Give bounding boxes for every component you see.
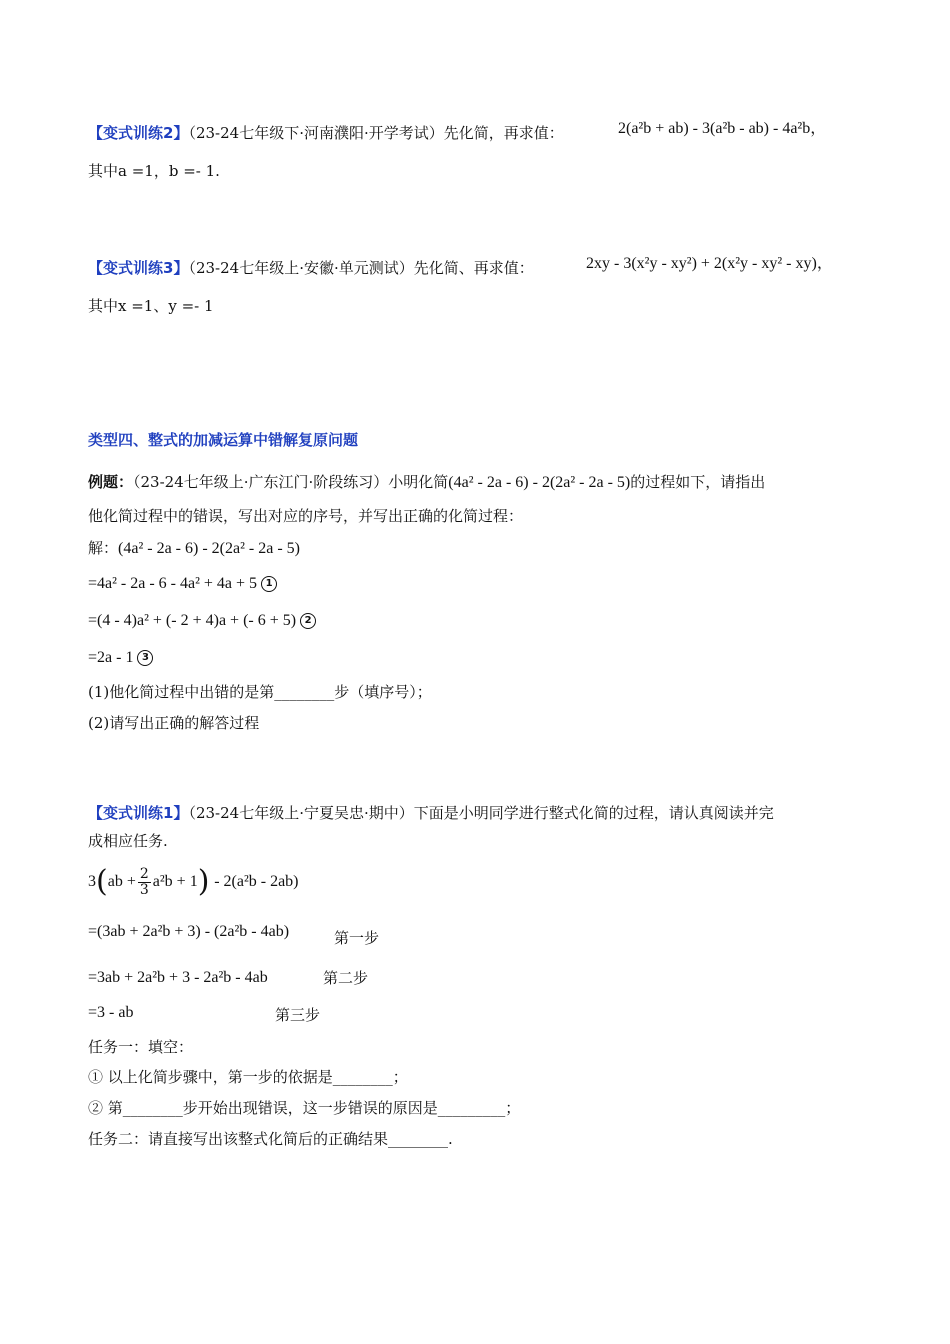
task-2: 任务二：请直接写出该整式化简后的正确结果________. (88, 1130, 453, 1148)
solution-line3: =2a - 1 3 (88, 647, 153, 668)
exercise-1-line1 (88, 803, 774, 823)
expression-step3: =3 - ab (88, 1004, 134, 1021)
question-2: (2)请写出正确的解答过程 (88, 714, 260, 732)
exercise-2-source: （23-24七年级下·河南濮阳·开学考试）先化简，再求值： (188, 124, 564, 142)
solution-line2: =(4 - 4)a² + (- 2 + 4)a + (- 6 + 5) 2 (88, 610, 316, 631)
solution-line0: 解：(4a² - 2a - 6) - 2(2a² - 2a - 5) (88, 539, 300, 557)
step-marker-1: 1 (261, 576, 277, 592)
fraction-two-thirds: $\frac{2}{3}$ (139, 865, 149, 898)
question-1: (1)他化简过程中出错的是第________步（填序号）； (88, 683, 432, 701)
task-1-item-b: ② 第________步开始出现错误，这一步错误的原因是_________； (88, 1099, 521, 1117)
example-expression: (4a² - 2a - 6) - 2(2a² - 2a - 5) (448, 474, 631, 491)
step-label-3: 第三步 (275, 1006, 321, 1024)
task-1-item-a: ① 以上化简步骤中，第一步的依据是________； (88, 1068, 408, 1086)
exercise-3-source: （23-24七年级上·安徽·单元测试）先化简、再求值： (188, 259, 534, 277)
task-1-heading: 任务一：填空： (88, 1038, 194, 1056)
example-line2: 他化简过程中的错误，写出对应的序号，并写出正确的化简过程： (88, 507, 524, 525)
exercise-2-expression: 2(a²b + ab) - 3(a²b - ab) - 4a²b， (618, 120, 827, 137)
exercise-2-condition: 其中a =1，b =- 1. (88, 162, 220, 180)
exercise-1-source: （23-24七年级上·宁夏吴忠·期中）下面是小明同学进行整式化简的过程，请认真阅读并完 (188, 804, 774, 822)
expression-start: 3(ab + $\frac{2}{3}$ a²b + 1) - 2(a²b - 2ab) (88, 864, 299, 899)
example-tail: 的过程如下，请指出 (630, 473, 766, 491)
step-label-1: 第一步 (334, 929, 380, 947)
example-source: （23-24七年级上·广东江门·阶段练习）小明化简 (133, 473, 449, 491)
exercise-3-condition: 其中x =1、y =- 1 (88, 297, 214, 315)
step-label-2: 第二步 (323, 969, 369, 987)
step-marker-3: 3 (137, 650, 153, 666)
section-heading: 类型四、整式的加减运算中错解复原问题 (88, 431, 359, 449)
exercise-2-line1 (88, 123, 564, 143)
example-label: 例题： (88, 473, 134, 491)
exercise-1-tag: 【变式训练1】 (88, 804, 189, 822)
exercise-3-tag: 【变式训练3】 (88, 259, 189, 277)
solution-line1: =4a² - 2a - 6 - 4a² + 4a + 5 1 (88, 573, 277, 594)
exercise-3-line1 (88, 258, 534, 278)
expression-step2: =3ab + 2a²b + 3 - 2a²b - 4ab (88, 969, 268, 986)
step-marker-2: 2 (300, 613, 316, 629)
expression-step1: =(3ab + 2a²b + 3) - (2a²b - 4ab) (88, 923, 290, 940)
exercise-2-tag: 【变式训练2】 (88, 124, 189, 142)
exercise-1-line2: 成相应任务. (88, 832, 168, 850)
exercise-3-expression: 2xy - 3(x²y - xy²) + 2(x²y - xy² - xy)， (586, 255, 833, 272)
example-line1 (88, 472, 765, 493)
